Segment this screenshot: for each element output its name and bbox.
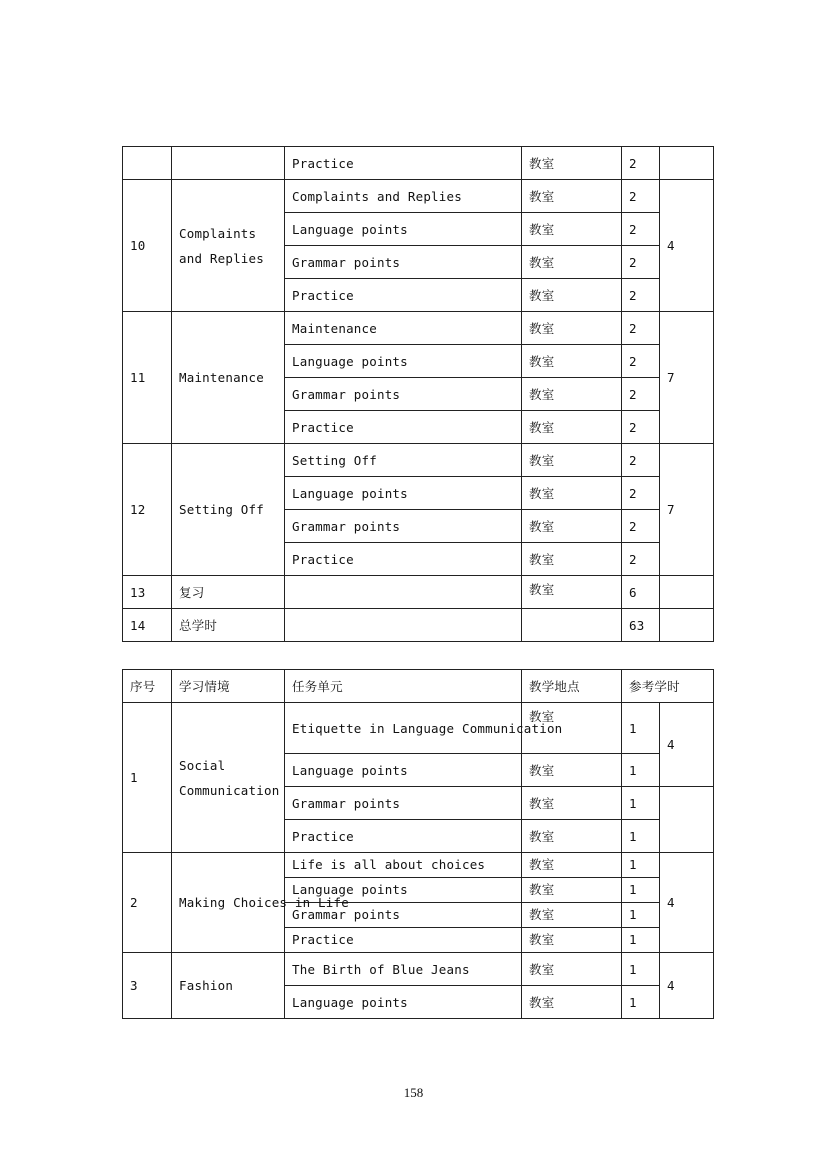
unit-hours: 1 xyxy=(622,853,660,878)
unit-hours: 1 xyxy=(622,903,660,928)
task-unit: Grammar points xyxy=(285,246,522,279)
teaching-place: 教室 xyxy=(522,312,622,345)
total-hours: 7 xyxy=(660,312,714,444)
unit-hours: 2 xyxy=(622,279,660,312)
learning-scenario: 复习 xyxy=(172,576,285,609)
total-hours: 4 xyxy=(660,703,714,787)
learning-scenario: 总学时 xyxy=(172,609,285,642)
task-unit: Language points xyxy=(285,754,522,787)
learning-scenario: Fashion xyxy=(172,953,285,1019)
teaching-place: 教室 xyxy=(522,147,622,180)
unit-hours: 1 xyxy=(622,986,660,1019)
cell-empty xyxy=(522,609,622,642)
unit-hours: 2 xyxy=(622,444,660,477)
task-unit: Maintenance xyxy=(285,312,522,345)
row-number: 3 xyxy=(123,953,172,1019)
unit-hours: 2 xyxy=(622,147,660,180)
task-unit: Practice xyxy=(285,928,522,953)
table-row xyxy=(123,953,714,986)
teaching-place: 教室 xyxy=(522,787,622,820)
cell-empty xyxy=(285,576,522,609)
task-unit: Practice xyxy=(285,543,522,576)
task-unit: Etiquette in Language Communication xyxy=(285,703,522,754)
row-number: 12 xyxy=(123,444,172,576)
teaching-place: 教室 xyxy=(522,180,622,213)
teaching-place: 教室 xyxy=(522,378,622,411)
table-header-row xyxy=(123,670,714,703)
teaching-place: 教室 xyxy=(522,928,622,953)
unit-hours: 2 xyxy=(622,312,660,345)
table-row xyxy=(123,853,714,878)
cell-empty xyxy=(660,147,714,180)
teaching-place: 教室 xyxy=(522,510,622,543)
row-number: 1 xyxy=(123,703,172,853)
total-hours: 4 xyxy=(660,180,714,312)
row-number: 10 xyxy=(123,180,172,312)
teaching-place: 教室 xyxy=(522,246,622,279)
teaching-place: 教室 xyxy=(522,703,622,754)
teaching-place: 教室 xyxy=(522,345,622,378)
teaching-place: 教室 xyxy=(522,878,622,903)
unit-hours: 2 xyxy=(622,378,660,411)
unit-hours: 2 xyxy=(622,345,660,378)
task-unit: Practice xyxy=(285,147,522,180)
learning-scenario: Social Communication xyxy=(172,703,285,853)
teaching-place: 教室 xyxy=(522,853,622,878)
unit-hours: 2 xyxy=(622,411,660,444)
unit-hours: 1 xyxy=(622,754,660,787)
task-unit: Language points xyxy=(285,213,522,246)
learning-scenario: Making Choices in Life xyxy=(172,853,285,953)
teaching-place: 教室 xyxy=(522,754,622,787)
teaching-place: 教室 xyxy=(522,411,622,444)
teaching-place: 教室 xyxy=(522,820,622,853)
teaching-place: 教室 xyxy=(522,279,622,312)
teaching-place: 教室 xyxy=(522,543,622,576)
unit-hours: 2 xyxy=(622,213,660,246)
table-row xyxy=(123,147,714,180)
table-row xyxy=(123,609,714,642)
task-unit: Complaints and Replies xyxy=(285,180,522,213)
page-number: 158 xyxy=(403,1085,424,1100)
row-number: 13 xyxy=(123,576,172,609)
schedule-table-continued xyxy=(122,146,714,642)
task-unit: Language points xyxy=(285,986,522,1019)
cell-empty xyxy=(172,147,285,180)
teaching-place: 教室 xyxy=(522,576,622,609)
row-number: 2 xyxy=(123,853,172,953)
task-unit: Grammar points xyxy=(285,378,522,411)
teaching-place: 教室 xyxy=(522,986,622,1019)
learning-scenario: Maintenance xyxy=(172,312,285,444)
learning-scenario: Setting Off xyxy=(172,444,285,576)
task-unit: The Birth of Blue Jeans xyxy=(285,953,522,986)
task-unit: Language points xyxy=(285,345,522,378)
table-row xyxy=(123,180,714,213)
unit-hours: 1 xyxy=(622,928,660,953)
task-unit: Grammar points xyxy=(285,510,522,543)
unit-hours: 1 xyxy=(622,703,660,754)
total-hours: 4 xyxy=(660,953,714,1019)
cell-empty xyxy=(660,576,714,609)
row-number: 11 xyxy=(123,312,172,444)
unit-hours: 1 xyxy=(622,953,660,986)
unit-hours: 1 xyxy=(622,787,660,820)
header-scenario: 学习情境 xyxy=(172,670,285,703)
task-unit: Language points xyxy=(285,477,522,510)
teaching-place: 教室 xyxy=(522,953,622,986)
task-unit: Language points xyxy=(285,878,522,903)
header-task-unit: 任务单元 xyxy=(285,670,522,703)
cell-empty xyxy=(660,609,714,642)
unit-hours: 1 xyxy=(622,820,660,853)
table-row xyxy=(123,703,714,754)
task-unit: Practice xyxy=(285,411,522,444)
unit-hours: 2 xyxy=(622,180,660,213)
learning-scenario: Complaints and Replies xyxy=(172,180,285,312)
teaching-place: 教室 xyxy=(522,903,622,928)
task-unit: Practice xyxy=(285,820,522,853)
row-number: 14 xyxy=(123,609,172,642)
task-unit: Grammar points xyxy=(285,903,522,928)
schedule-table xyxy=(122,669,714,1019)
task-unit: Practice xyxy=(285,279,522,312)
teaching-place: 教室 xyxy=(522,213,622,246)
task-unit: Grammar points xyxy=(285,787,522,820)
unit-hours: 2 xyxy=(622,246,660,279)
unit-hours: 63 xyxy=(622,609,660,642)
unit-hours: 2 xyxy=(622,543,660,576)
unit-hours: 6 xyxy=(622,576,660,609)
cell-empty xyxy=(660,787,714,853)
unit-hours: 2 xyxy=(622,477,660,510)
total-hours: 7 xyxy=(660,444,714,576)
header-seq: 序号 xyxy=(123,670,172,703)
header-hours: 参考学时 xyxy=(622,670,714,703)
unit-hours: 2 xyxy=(622,510,660,543)
table-row xyxy=(123,444,714,477)
header-place: 教学地点 xyxy=(522,670,622,703)
teaching-place: 教室 xyxy=(522,477,622,510)
task-unit: Life is all about choices xyxy=(285,853,522,878)
unit-hours: 1 xyxy=(622,878,660,903)
teaching-place: 教室 xyxy=(522,444,622,477)
task-unit: Setting Off xyxy=(285,444,522,477)
total-hours: 4 xyxy=(660,853,714,953)
table-row xyxy=(123,312,714,345)
cell-empty xyxy=(285,609,522,642)
cell-empty xyxy=(123,147,172,180)
table-row xyxy=(123,576,714,609)
